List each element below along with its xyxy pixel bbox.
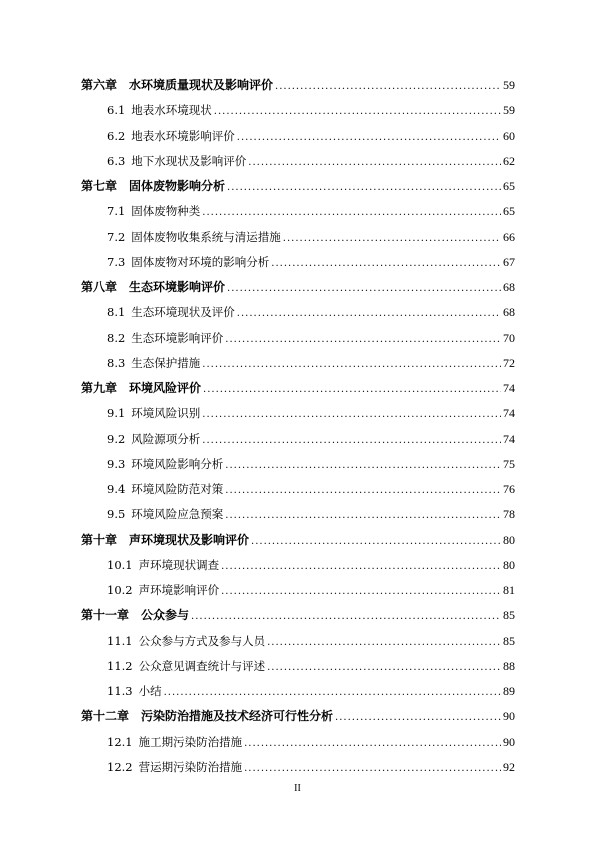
toc-section-entry[interactable]	[107, 555, 515, 575]
toc-entry-number: 8.3	[107, 356, 126, 370]
toc-entry-page: 72	[503, 356, 515, 370]
toc-entry-number: 7.2	[107, 230, 126, 244]
dot-leader	[244, 759, 501, 779]
toc-entry-number: 6.3	[107, 154, 126, 168]
toc-entry-page: 74	[503, 406, 515, 420]
dot-leader	[221, 557, 501, 577]
toc-section-entry[interactable]	[107, 353, 515, 373]
toc-section-entry[interactable]	[107, 100, 515, 120]
toc-entry-number: 11.2	[107, 659, 133, 673]
toc-entry-title: 风险源项分析	[131, 432, 201, 446]
toc-entry-number: 9.4	[107, 482, 126, 496]
toc-entry-title: 污染防治措施及技术经济可行性分析	[141, 709, 334, 723]
toc-entry-title: 公众参与方式及参与人员	[138, 634, 266, 648]
toc-entry-number: 10.1	[107, 558, 133, 572]
toc-entry-number: 11.3	[107, 684, 133, 698]
dot-leader	[202, 203, 501, 223]
toc-entry-number: 9.2	[107, 432, 126, 446]
toc-entry-number: 7.3	[107, 255, 126, 269]
toc-entry-title: 水环境质量现状及影响评价	[129, 78, 274, 92]
toc-section-entry[interactable]	[107, 403, 515, 423]
dot-leader	[225, 456, 501, 476]
dot-leader	[244, 734, 501, 754]
toc-entry-page: 85	[503, 634, 515, 648]
toc-entry-number: 12.2	[107, 760, 133, 774]
toc-section-entry[interactable]	[107, 252, 515, 272]
toc-entry-title: 声环境现状及影响评价	[129, 533, 250, 547]
toc-chapter-entry[interactable]	[81, 176, 515, 196]
toc-entry-title: 固体废物种类	[131, 204, 201, 218]
toc-entry-page: 74	[503, 432, 515, 446]
toc-section-entry[interactable]	[107, 631, 515, 651]
dot-leader	[267, 658, 501, 678]
toc-entry-title: 固体废物收集系统与清运措施	[131, 230, 281, 244]
dot-leader	[202, 355, 501, 375]
toc-entry-page: 68	[503, 305, 515, 319]
page-number: II	[294, 783, 301, 794]
toc-entry-page: 76	[503, 482, 515, 496]
dot-leader	[283, 229, 501, 249]
toc-entry-title: 生态环境现状及评价	[131, 305, 235, 319]
toc-chapter-entry[interactable]	[81, 706, 515, 726]
dot-leader	[227, 178, 501, 198]
toc-entry-page: 81	[503, 583, 515, 597]
dot-leader	[225, 481, 501, 501]
toc-entry-number: 9.1	[107, 406, 126, 420]
toc-section-entry[interactable]	[107, 479, 515, 499]
toc-entry-title: 公众参与	[141, 608, 190, 622]
toc-section-entry[interactable]	[107, 302, 515, 322]
toc-entry-page: 60	[503, 129, 515, 143]
toc-entry-number: 6.2	[107, 129, 126, 143]
dot-leader	[335, 708, 501, 728]
toc-entry-title: 地表水环境现状	[131, 103, 212, 117]
dot-leader	[275, 77, 501, 97]
dot-leader	[267, 633, 501, 653]
dot-leader	[202, 431, 501, 451]
toc-entry-title: 营运期污染防治措施	[138, 760, 243, 774]
toc-section-entry[interactable]	[107, 328, 515, 348]
toc-chapter-entry[interactable]	[81, 605, 515, 625]
toc-entry-number: 11.1	[107, 634, 133, 648]
toc-entry-number: 第十章	[81, 533, 118, 547]
toc-entry-number: 9.3	[107, 457, 126, 471]
dot-leader	[191, 607, 501, 627]
toc-entry-title: 声环境影响评价	[138, 583, 220, 597]
toc-entry-title: 生态环境影响评价	[129, 280, 226, 294]
dot-leader	[164, 683, 501, 703]
toc-entry-title: 公众意见调查统计与评述	[138, 659, 266, 673]
dot-leader	[202, 405, 501, 425]
toc-entry-title: 生态环境影响评价	[131, 331, 224, 345]
toc-entry-number: 第十二章	[81, 709, 130, 723]
toc-entry-page: 85	[503, 608, 515, 622]
toc-entry-number: 10.2	[107, 583, 133, 597]
toc-entry-page: 90	[503, 709, 515, 723]
dot-leader	[214, 102, 501, 122]
toc-chapter-entry[interactable]	[81, 75, 515, 95]
toc-entry-number: 第六章	[81, 78, 118, 92]
toc-entry-page: 65	[503, 179, 515, 193]
toc-entry-page: 92	[503, 760, 515, 774]
toc-entry-number: 第十一章	[81, 608, 130, 622]
toc-chapter-entry[interactable]	[81, 530, 515, 550]
toc-entry-number: 第九章	[81, 381, 118, 395]
toc-entry-title: 固体废物影响分析	[129, 179, 226, 193]
toc-entry-number: 8.2	[107, 331, 126, 345]
dot-leader	[237, 304, 501, 324]
toc-section-entry[interactable]	[107, 201, 515, 221]
toc-entry-title: 环境风险识别	[131, 406, 201, 420]
toc-entry-number: 第七章	[81, 179, 118, 193]
toc-section-entry[interactable]	[107, 732, 515, 752]
toc-entry-page: 80	[503, 533, 515, 547]
toc-entry-page: 74	[503, 381, 515, 395]
toc-section-entry[interactable]	[107, 580, 515, 600]
dot-leader	[248, 153, 501, 173]
dot-leader	[251, 532, 501, 552]
toc-entry-number: 6.1	[107, 103, 126, 117]
toc-section-entry[interactable]	[107, 504, 515, 524]
toc-entry-number: 8.1	[107, 305, 126, 319]
toc-entry-page: 66	[503, 230, 515, 244]
toc-entry-page: 88	[503, 659, 515, 673]
toc-entry-page: 68	[503, 280, 515, 294]
toc-section-entry[interactable]	[107, 151, 515, 171]
toc-section-entry[interactable]	[107, 126, 515, 146]
toc-entry-title: 环境风险评价	[129, 381, 202, 395]
toc-chapter-entry[interactable]	[81, 277, 515, 297]
toc-section-entry[interactable]	[107, 429, 515, 449]
toc-entry-title: 施工期污染防治措施	[138, 735, 243, 749]
toc-entry-page: 59	[503, 78, 515, 92]
toc-entry-page: 70	[503, 331, 515, 345]
dot-leader	[227, 279, 501, 299]
toc-entry-page: 80	[503, 558, 515, 572]
toc-entry-number: 第八章	[81, 280, 118, 294]
toc-entry-title: 环境风险影响分析	[131, 457, 224, 471]
toc-entry-page: 65	[503, 204, 515, 218]
dot-leader	[203, 380, 501, 400]
toc-entry-page: 75	[503, 457, 515, 471]
toc-section-entry[interactable]	[107, 681, 515, 701]
toc-entry-page: 62	[503, 154, 515, 168]
toc-entry-title: 生态保护措施	[131, 356, 201, 370]
toc-entry-title: 声环境现状调查	[138, 558, 220, 572]
toc-entry-title: 环境风险防范对策	[131, 482, 224, 496]
toc-entry-page: 90	[503, 735, 515, 749]
dot-leader	[271, 254, 501, 274]
toc-entry-number: 12.1	[107, 735, 133, 749]
toc-entry-title: 地表水环境影响评价	[131, 129, 235, 143]
toc-section-entry[interactable]	[107, 656, 515, 676]
toc-entry-title: 固体废物对环境的影响分析	[131, 255, 270, 269]
toc-entry-page: 78	[503, 507, 515, 521]
toc-entry-page: 67	[503, 255, 515, 269]
toc-entry-title: 地下水现状及影响评价	[131, 154, 247, 168]
toc-section-entry[interactable]	[107, 227, 515, 247]
toc-chapter-entry[interactable]	[81, 378, 515, 398]
dot-leader	[225, 330, 501, 350]
toc-entry-title: 环境风险应急预案	[131, 507, 224, 521]
toc-entry-number: 7.1	[107, 204, 126, 218]
dot-leader	[237, 128, 501, 148]
toc-section-entry[interactable]	[107, 454, 515, 474]
toc-entry-page: 59	[503, 103, 515, 117]
toc-section-entry[interactable]	[107, 757, 515, 777]
dot-leader	[221, 582, 501, 602]
toc-entry-page: 89	[503, 684, 515, 698]
toc-entry-number: 9.5	[107, 507, 126, 521]
toc-entry-title: 小结	[138, 684, 162, 698]
dot-leader	[225, 506, 501, 526]
